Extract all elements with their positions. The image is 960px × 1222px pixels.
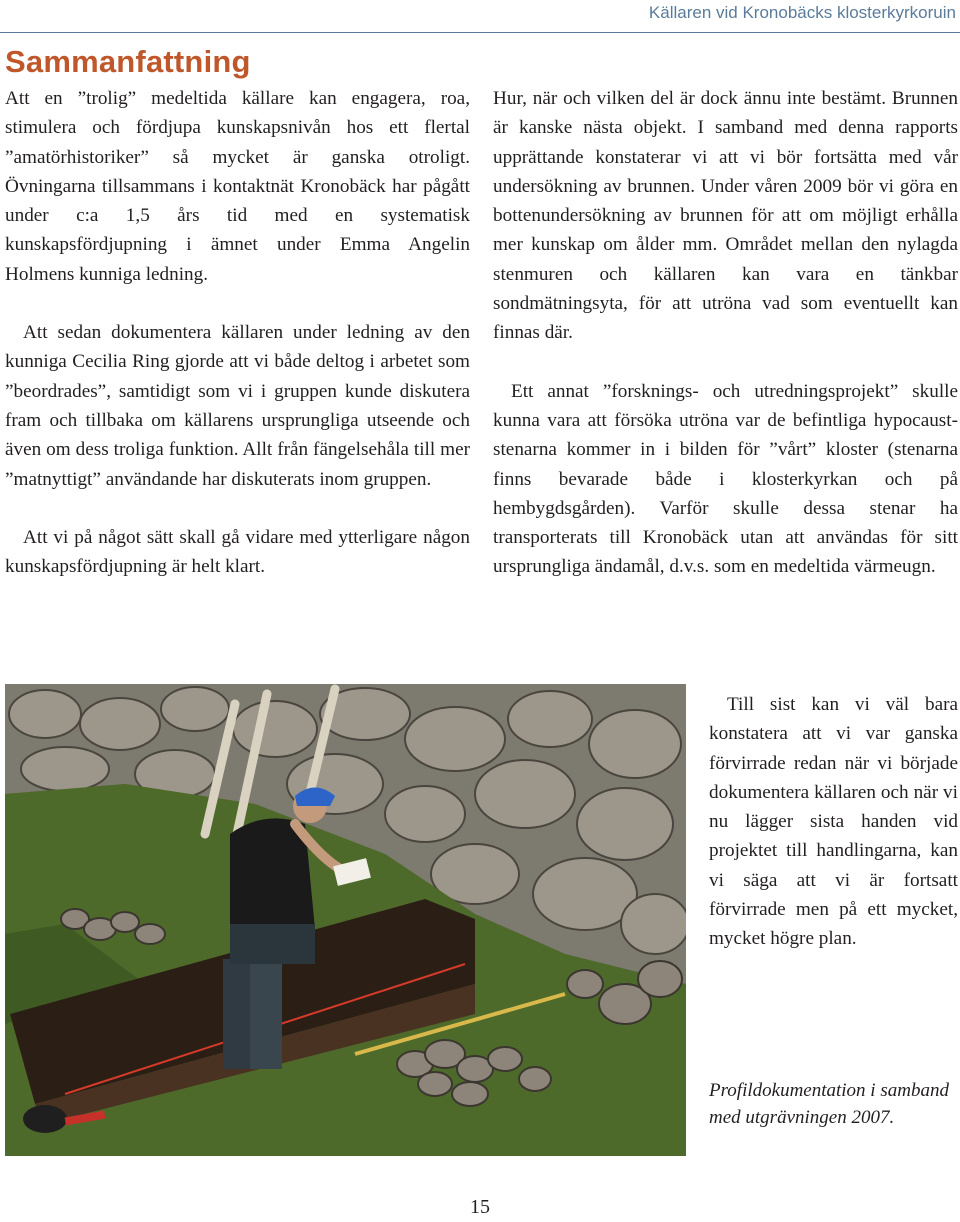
running-header-title: Källaren vid Kronobäcks klosterkyrkoruin — [648, 3, 956, 22]
excavation-photo-illustration — [5, 684, 686, 1156]
right-column — [493, 84, 958, 582]
side-column — [709, 690, 958, 954]
page-number: 15 — [470, 1196, 490, 1218]
right-paragraph-1: Hur, när och vilken del är dock ännu inte bestämt. Brunnen är kanske nästa objekt. I samband med denna rapports upprättande konstaterar vi att vi bör fortsätta med vår undersökning av brunnen. Under våren 2009 bör vi göra en bottenundersökning av brunnen för att om möjligt erhålla mer kunskap om ålder mm. Området mellan den nylagda stenmuren och källaren kan vara en tänkbar sondmätningsyta, för att utröna vad som eventuellt kan finnas där. — [493, 88, 958, 344]
photo-caption — [709, 1078, 958, 1131]
right-paragraph-2: Ett annat ”forsknings- och utredningsprojekt” skulle kunna vara att försöka utröna var de befintliga hypocaust-stenarna kommer in i bilden för ”vårt” kloster (stenarna finns bevarade både i klosterkyrkan och på hembygdsgården). Varför skulle dessa stenar ha transporterats till Kronobäck utan att användas för sitt ursprungliga ändamål, d.v.s. som en medeltida värmeugn. — [493, 380, 958, 578]
left-paragraph-1: Att en ”trolig” medeltida källare kan engagera, roa, stimulera och fördjupa kunskapsnivån hos ett flertal ”amatörhistoriker” så mycket är ganska otroligt. Övningarna tillsammans i kontaktnät Kronobäck har pågått under c:a 1,5 års tid med en systematisk kunskapsfördjupning i ämnet under Emma Angelin Holmens kunniga ledning. — [5, 88, 470, 285]
running-header — [0, 0, 960, 33]
left-column — [5, 84, 470, 581]
excavation-photo — [5, 684, 686, 1156]
left-paragraph-3: Att vi på något sätt skall gå vidare med ytterligare någon kunskapsfördjupning är helt klart. — [5, 526, 470, 578]
photo-caption-text: Profildokumentation i samband med utgrävningen 2007. — [709, 1080, 949, 1128]
side-paragraph: Till sist kan vi väl bara konstatera att vi var ganska förvirrade redan när vi började dokumentera källaren och när vi nu lägger sista handen vid projektet till handlingarna, kan vi säga att vi är fortsatt förvirrade men på ett mycket, mycket högre plan. — [709, 694, 958, 950]
left-paragraph-2: Att sedan dokumentera källaren under ledning av den kunniga Cecilia Ring gjorde att vi både deltog i arbetet som ”beordrades”, samtidigt som vi i gruppen kunde diskutera fram och tillbaka om källarens ursprungliga utseende och även om dess troliga funktion. Allt från fängelsehåla till mer ”matnyttigt” användande har diskuterats inom gruppen. — [5, 322, 470, 490]
section-heading: Sammanfattning — [5, 44, 251, 79]
